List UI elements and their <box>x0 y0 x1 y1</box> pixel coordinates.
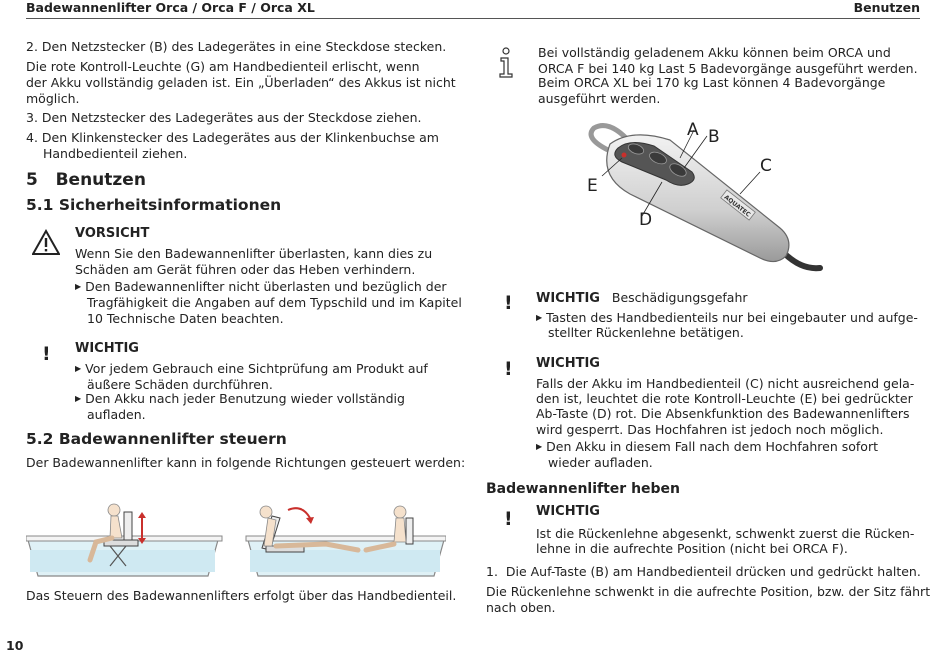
info-line-1: Bei vollständig geladenem Akku können beim ORCA und <box>538 45 891 60</box>
caution-bullet-line-3: 10 Technische Daten beachten. <box>87 311 284 326</box>
exclamation-icon: ! <box>504 508 513 530</box>
caution-line-1: Wenn Sie den Badewannenlifter überlasten, kann dies zu <box>75 246 433 261</box>
exclamation-icon: ! <box>42 343 51 365</box>
caution-bullet-line-2: Tragfähigkeit die Angaben auf dem Typschild und im Kapitel <box>87 295 462 310</box>
page-number: 10 <box>6 638 24 653</box>
bullet-arrow-icon: ▶ <box>75 364 82 373</box>
caution-line-2: Schäden am Gerät führen oder das Heben verhindern. <box>75 262 416 277</box>
info-icon <box>495 47 517 79</box>
w1-label: WICHTIG <box>536 291 600 306</box>
step-2: 2. Den Netzstecker (B) des Ladegerätes in eine Steckdose stecken. <box>26 39 447 54</box>
section-5-heading: 5 Benutzen <box>26 170 146 190</box>
label-e: E <box>587 176 598 196</box>
w3-line-2: lehne in die aufrechte Position (nicht bei ORCA F). <box>536 541 848 556</box>
w1-heading <box>536 290 748 307</box>
w1-title: Beschädigungsgefahr <box>611 290 748 305</box>
section-5-1-heading: 5.1 Sicherheitsinformationen <box>26 196 282 214</box>
w2-bullet-line-1: ▶ Den Akku in diesem Fall nach dem Hochfahren sofort <box>536 439 878 454</box>
w2-line-4: wird gesperrt. Das Hochfahren ist jedoch noch möglich. <box>536 422 884 437</box>
info-line-2: ORCA F bei 140 kg Last 5 Badevorgänge ausgeführt werden. <box>538 61 918 76</box>
exclamation-icon: ! <box>504 358 513 380</box>
label-c: C <box>760 156 772 176</box>
para-line-1: Die rote Kontroll-Leuchte (G) am Handbedienteil erlischt, wenn <box>26 59 420 74</box>
w2-bullet-line-2: wieder aufladen. <box>548 455 653 470</box>
heben-heading: Badewannenlifter heben <box>486 481 681 497</box>
label-b: B <box>708 127 720 147</box>
result-line-2: nach oben. <box>486 600 556 615</box>
w3-label: WICHTIG <box>536 504 600 519</box>
warning-triangle-icon <box>32 229 60 256</box>
caution-label: VORSICHT <box>75 226 150 241</box>
w2-label: WICHTIG <box>536 356 600 371</box>
info-line-3: Beim ORCA XL bei 170 kg Last können 4 Badevorgänge <box>538 75 886 90</box>
w2-line-3: Ab-Taste (D) rot. Die Absenkfunktion des Badewannenlifters <box>536 406 910 421</box>
section-5-2-heading: 5.2 Badewannenlifter steuern <box>26 430 287 448</box>
bathtub-lift-illustration <box>26 490 446 582</box>
w1-bullet-line-2: stellter Rückenlehne betätigen. <box>548 325 744 340</box>
w3-line-1: Ist die Rückenlehne abgesenkt, schwenkt zuerst die Rücken- <box>536 526 915 541</box>
header-title: Badewannenlifter Orca / Orca F / Orca XL <box>26 0 315 15</box>
handset-text: Das Steuern des Badewannenlifters erfolgt über das Handbedienteil. <box>26 588 457 603</box>
bullet-arrow-icon: ▶ <box>75 282 82 291</box>
bullet-arrow-icon: ▶ <box>75 394 82 403</box>
important-bullet-1-line-1: ▶ Vor jedem Gebrauch eine Sichtprüfung am Produkt auf <box>75 361 428 376</box>
para-line-2: der Akku vollständig geladen ist. Ein „Überladen“ des Akkus ist nicht <box>26 75 456 90</box>
result-line-1: Die Rückenlehne schwenkt in die aufrechte Position, bzw. der Sitz fährt <box>486 584 931 599</box>
w2-line-2: den ist, leuchtet die rote Kontroll-Leuchte (E) bei gedrückter <box>536 391 913 406</box>
header-divider <box>26 18 920 19</box>
w2-line-1: Falls der Akku im Handbedienteil (C) nicht ausreichend gela- <box>536 376 915 391</box>
label-a: A <box>687 120 699 140</box>
important-label: WICHTIG <box>75 341 139 356</box>
steer-text: Der Badewannenlifter kann in folgende Richtungen gesteuert werden: <box>26 455 466 470</box>
important-bullet-2-line-2: aufladen. <box>87 407 146 422</box>
caution-bullet-line-1: ▶ Den Badewannenlifter nicht überlasten und bezüglich der <box>75 279 447 294</box>
exclamation-icon: ! <box>504 292 513 314</box>
w1-bullet-line-1: ▶ Tasten des Handbedienteils nur bei eingebauter und aufge- <box>536 310 918 325</box>
label-d: D <box>639 210 653 230</box>
para-line-3: möglich. <box>26 91 80 106</box>
step-4-line-1: 4. Den Klinkenstecker des Ladegerätes aus der Klinkenbuchse am <box>26 130 439 145</box>
important-bullet-2-line-1: ▶ Den Akku nach jeder Benutzung wieder vollständig <box>75 391 405 406</box>
step-3: 3. Den Netzstecker des Ladegerätes aus der Steckdose ziehen. <box>26 110 422 125</box>
step-4-line-2: Handbedienteil ziehen. <box>43 146 188 161</box>
header-section: Benutzen <box>853 0 920 15</box>
handset-illustration <box>580 118 830 288</box>
info-line-4: ausgeführt werden. <box>538 91 661 106</box>
important-bullet-1-line-2: äußere Schäden durchführen. <box>87 377 273 392</box>
bullet-arrow-icon: ▶ <box>536 313 543 322</box>
bullet-arrow-icon: ▶ <box>536 442 543 451</box>
step-1: 1. Die Auf-Taste (B) am Handbedienteil drücken und gedrückt halten. <box>486 564 921 579</box>
brand-label: AQUATEC <box>722 193 752 219</box>
